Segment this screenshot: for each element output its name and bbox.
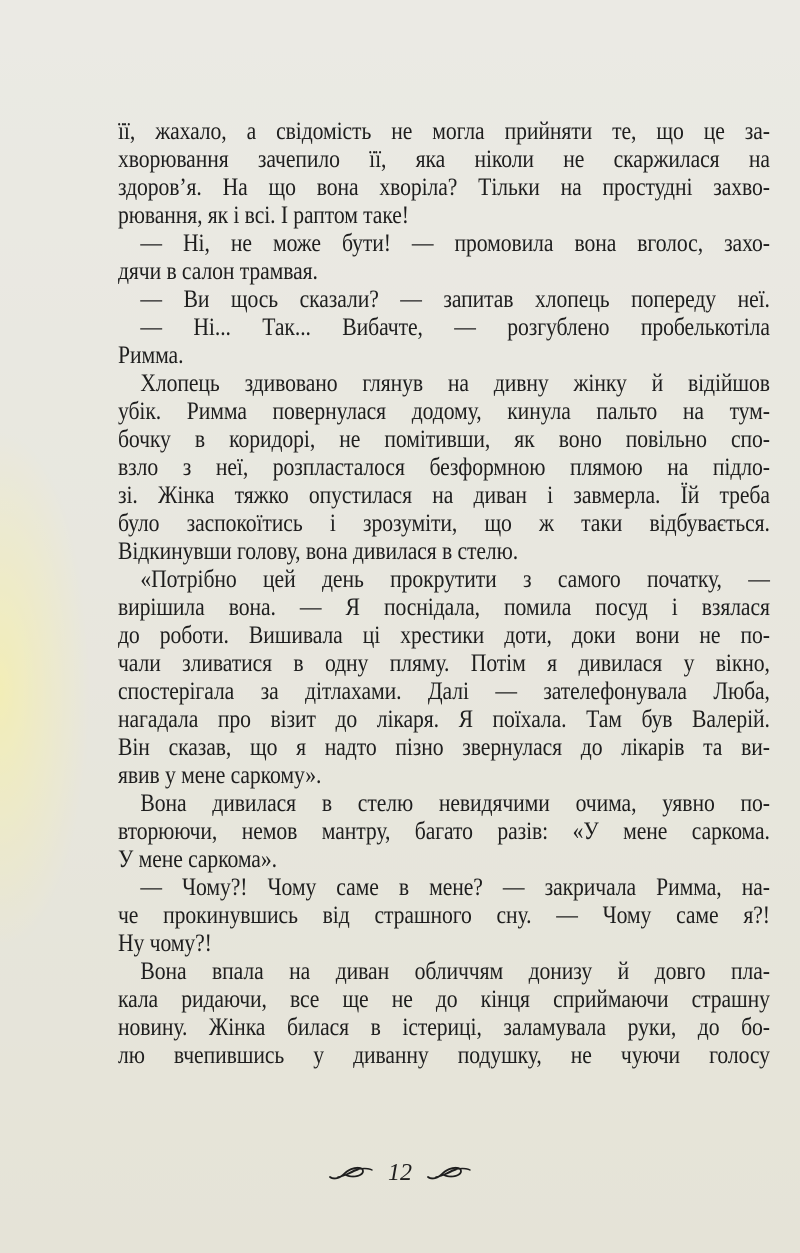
text-line: до роботи. Вишивала ці хрестики доти, доки вони не по- bbox=[118, 622, 770, 649]
text-line: хворювання зачепило її, яка ніколи не скаржилася на bbox=[118, 146, 770, 173]
text-line: її, жахало, а свідомість не могла прийняти те, що це за- bbox=[118, 118, 770, 145]
swash-ornament-icon bbox=[426, 1164, 472, 1182]
swash-ornament-icon bbox=[328, 1164, 374, 1182]
body-text bbox=[118, 118, 770, 1070]
text-line: вирішила вона. — Я поснідала, помила посуд і взялася bbox=[118, 594, 770, 621]
text-line: чали зливатися в одну пляму. Потім я дивилася у вікно, bbox=[118, 650, 770, 677]
text-line: «Потрібно цей день прокрутити з самого початку, — bbox=[140, 566, 770, 593]
text-line: Відкинувши голову, вона дивилася в стелю. bbox=[118, 538, 519, 565]
text-line: — Ні... Так... Вибачте, — розгублено пробелькотіла bbox=[140, 314, 770, 341]
text-line: Вона дивилася в стелю невидячими очима, уявно по- bbox=[140, 790, 770, 817]
text-line: Римма. bbox=[118, 342, 184, 369]
text-line: було заспокоїтись і зрозуміти, що ж таки відбувається. bbox=[118, 510, 770, 537]
text-line: кала ридаючи, все ще не до кінця сприймаючи страшну bbox=[118, 986, 770, 1013]
text-line: лю вчепившись у диванну подушку, не чуючи голосу bbox=[118, 1042, 770, 1069]
text-line: убік. Римма повернулася додому, кинула пальто на тум- bbox=[118, 398, 770, 425]
text-line: че прокинувшись від страшного сну. — Чому саме я?! bbox=[118, 902, 770, 929]
text-line: здоров’я. На що вона хворіла? Тільки на простудні захво- bbox=[118, 174, 770, 201]
text-line: — Ні, не може бути! — промовила вона вголос, захо- bbox=[140, 230, 770, 257]
page-number: 12 bbox=[388, 1160, 412, 1186]
text-line: нагадала про візит до лікаря. Я поїхала. Там був Валерій. bbox=[118, 706, 770, 733]
text-line: — Ви щось сказали? — запитав хлопець попереду неї. bbox=[140, 286, 770, 313]
text-line: явив у мене саркому». bbox=[118, 762, 322, 789]
text-line: Вона впала на диван обличчям донизу й довго пла- bbox=[140, 958, 770, 985]
text-line: взло з неї, розпласталося безформною плямою на підло- bbox=[118, 454, 770, 481]
text-line: бочку в коридорі, не помітивши, як воно повільно спо- bbox=[118, 426, 770, 453]
text-line: вторюючи, немов мантру, багато разів: «У мене саркома. bbox=[118, 818, 770, 845]
text-line: зі. Жінка тяжко опустилася на диван і завмерла. Їй треба bbox=[118, 482, 770, 509]
text-line: Він сказав, що я надто пізно звернулася до лікарів та ви- bbox=[118, 734, 770, 761]
page-footer bbox=[0, 1158, 800, 1188]
text-line: новину. Жінка билася в істериці, заламувала руки, до бо- bbox=[118, 1014, 770, 1041]
text-line: — Чому?! Чому саме в мене? — закричала Римма, на- bbox=[140, 874, 770, 901]
text-line: спостерігала за дітлахами. Далі — зателефонувала Люба, bbox=[118, 678, 770, 705]
text-line: дячи в салон трамвая. bbox=[118, 258, 318, 285]
text-line: Ну чому?! bbox=[118, 930, 212, 957]
text-line: Хлопець здивовано глянув на дивну жінку й відійшов bbox=[140, 370, 770, 397]
text-line: рювання, як і всі. І раптом таке! bbox=[118, 202, 409, 229]
text-line: У мене саркома». bbox=[118, 846, 277, 873]
